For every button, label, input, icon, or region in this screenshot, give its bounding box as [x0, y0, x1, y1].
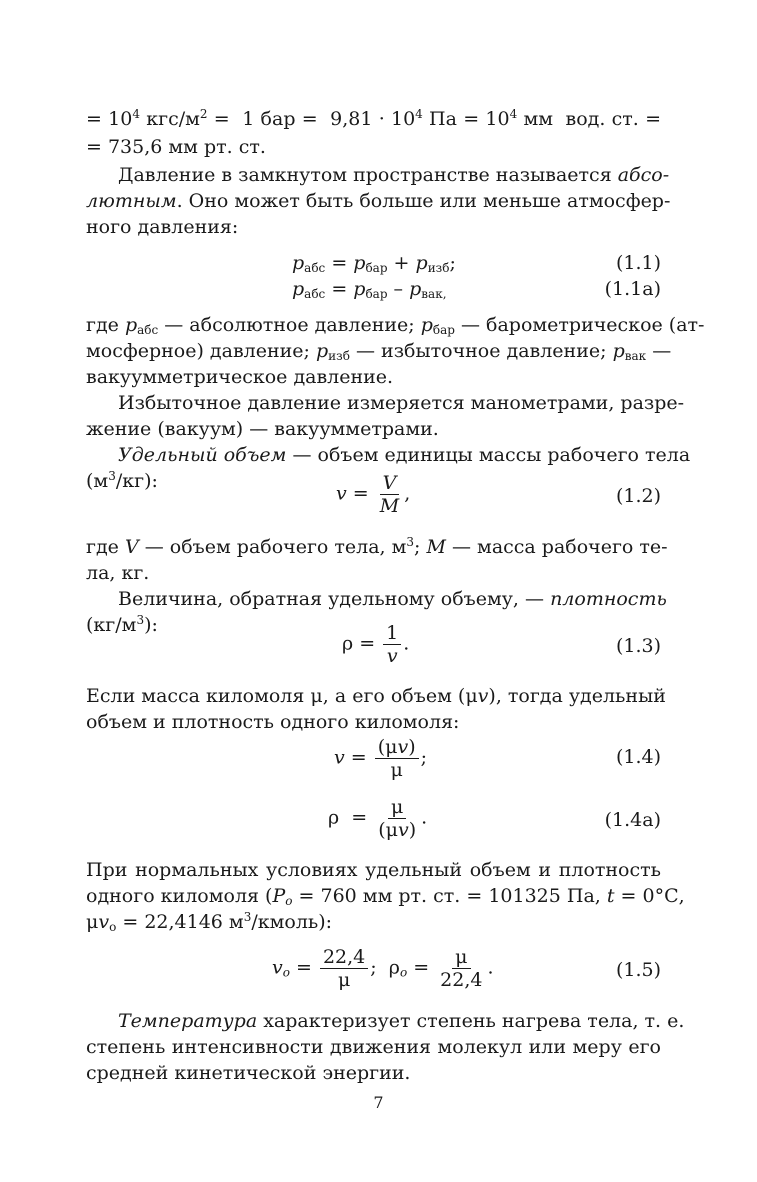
fraction: $\frac{(\mu v)}{\mu}$ — [375, 736, 419, 781]
text-line-14: ла, кг. — [86, 562, 150, 584]
page-number: 7 — [373, 1093, 384, 1112]
text-line-24: средней кинетической энергии. — [86, 1062, 411, 1084]
equation-1-1a: $p_{абс} = p_{бар} - p_{вак,}$ (1.1а) — [292, 278, 661, 301]
equation-1-3: ρ = $\frac{1}{v}$ . (1.3) — [342, 622, 661, 667]
text-line-18: объем и плотность одного киломоля: — [86, 711, 460, 733]
fraction: $\frac{\mu}{(\mu v)}$ — [378, 796, 417, 841]
text-line-2: = 735,6 мм рт. ст. — [86, 136, 266, 158]
equation-1-5: $v_o$ = $\frac{22,4}{\mu}$ ; $\rho_o$ = $\frac{\mu}{22,4}$ . (1.5) — [272, 946, 661, 991]
text-line-4: лютным. Оно может быть больше или меньше атмосфер- — [86, 190, 671, 212]
text-line-16: $(кг/м^3)$: — [86, 613, 158, 636]
text-line-15: Величина, обратная удельному объему, — плотность — [118, 588, 667, 610]
equation-1-1: $p_{абс} = p_{бар} + p_{изб}$; (1.1) — [292, 252, 661, 275]
text-line-20: одного киломоля ($P_o = 760$ мм рт. ст. = 101325 Па, t = 0°С, — [86, 885, 685, 908]
text-line-17: Если масса киломоля μ, а его объем (μv), тогда удельный — [86, 685, 666, 707]
text-line-19: При нормальных условиях удельный объем и плотность — [86, 859, 661, 881]
text-line-1: = $10^4$ кгс/$м^2 = 1$ бар = $9,81 \cdot 10^4$ Па = $10^4$ мм вод. ст. = — [86, 107, 661, 130]
text-line-22: Температура характеризует степень нагрева тела, т. е. — [118, 1010, 685, 1032]
text-line-12: $(м^3/кг)$: — [86, 469, 158, 492]
text-line-11: Удельный объем — объем единицы массы рабочего тела — [118, 444, 691, 466]
text-line-8: вакуумметрическое давление. — [86, 366, 394, 388]
fraction: $\frac{\mu}{22,4}$ — [440, 946, 483, 991]
text-line-9: Избыточное давление измеряется манометрами, разре- — [118, 392, 685, 414]
equation-1-4: v = $\frac{(\mu v)}{\mu}$ ; (1.4) — [334, 736, 661, 781]
text-line-7: мосферное) давление; $p_{изб}$ — избыточное давление; $p_{вак}$ — — [86, 340, 672, 363]
equation-1-4a: ρ = $\frac{\mu}{(\mu v)}$ . (1.4а) — [328, 796, 661, 841]
text-line-10: жение (вакуум) — вакуумметрами. — [86, 418, 439, 440]
text-line-5: ного давления: — [86, 216, 239, 238]
fraction: $\frac{V}{M}$ — [379, 472, 400, 517]
text-line-23: степень интенсивности движения молекул или меру его — [86, 1036, 661, 1058]
text-line-3: Давление в замкнутом пространстве называется абсо- — [118, 164, 670, 186]
text-line-6: где $p_{абс}$ — абсолютное давление; $p_{бар}$ — барометрическое (ат- — [86, 314, 705, 337]
equation-1-2: v = $\frac{V}{M}$ , (1.2) — [336, 472, 661, 517]
fraction: $\frac{1}{v}$ — [383, 622, 401, 667]
text-line-13: где V — объем рабочего тела, $м^3$; M — масса рабочего те- — [86, 535, 668, 558]
fraction: $\frac{22,4}{\mu}$ — [320, 946, 368, 991]
text-line-21: $\mu v_o = 22,4146$ $м^3/кмоль$): — [86, 910, 333, 934]
